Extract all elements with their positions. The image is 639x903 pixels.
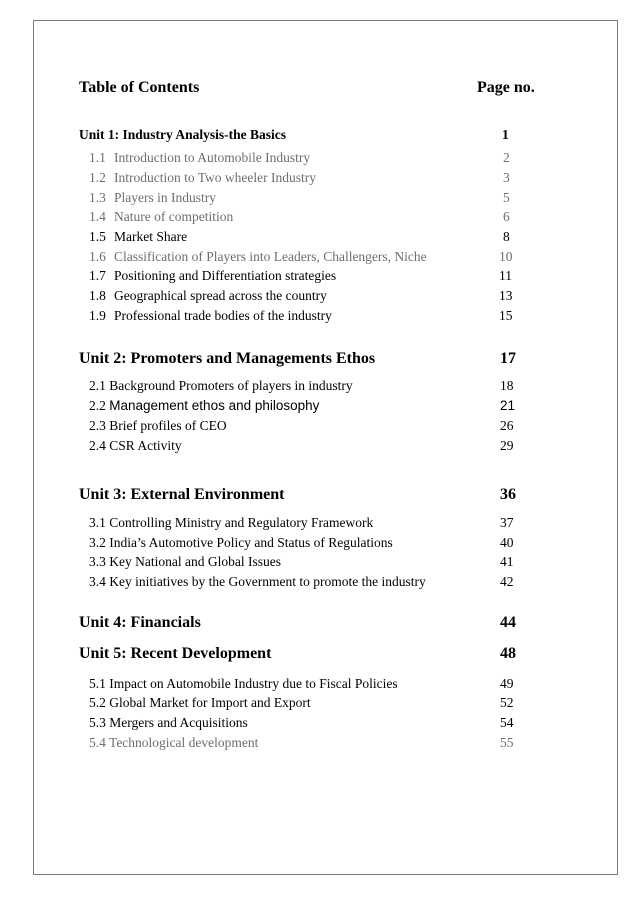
item-number: 2.1: [89, 378, 106, 393]
unit-title: Unit 4: Financials: [79, 614, 201, 631]
item-page: 37: [500, 515, 514, 530]
unit-title: Unit 5: Recent Development: [79, 645, 272, 662]
toc-title: Table of Contents: [79, 79, 200, 96]
item-title: Background Promoters of players in industry: [109, 378, 353, 393]
item-number: 1.7: [89, 268, 106, 283]
item-title: Management ethos and philosophy: [109, 398, 320, 413]
item-number: 5.4: [89, 735, 106, 750]
item-page: 15: [499, 308, 513, 323]
item-title: Key initiatives by the Government to promote the industry: [109, 574, 426, 589]
unit-page: 44: [500, 614, 516, 631]
item-page: 3: [503, 170, 510, 185]
item-page: 11: [499, 268, 512, 283]
item-title: CSR Activity: [109, 438, 182, 453]
item-page: 5: [503, 190, 510, 205]
item-page: 10: [499, 249, 513, 264]
item-number: 1.4: [89, 209, 106, 224]
item-page: 8: [503, 229, 510, 244]
item-title: Players in Industry: [114, 190, 216, 205]
item-title: Introduction to Automobile Industry: [114, 150, 311, 165]
item-number: 3.4: [89, 574, 106, 589]
item-number: 1.5: [89, 229, 106, 244]
item-number: 1.2: [89, 170, 106, 185]
item-page: 52: [500, 695, 514, 710]
item-page: 29: [500, 438, 514, 453]
item-number: 3.1: [89, 515, 106, 530]
item-number: 5.1: [89, 676, 106, 691]
item-page: 21: [500, 398, 516, 413]
item-title: Global Market for Import and Export: [109, 695, 311, 710]
unit-page: 1: [502, 127, 509, 142]
item-title: India’s Automotive Policy and Status of Regulations: [109, 535, 393, 550]
unit-page: 48: [500, 645, 516, 662]
item-title: Key National and Global Issues: [109, 554, 281, 569]
item-number: 5.3: [89, 715, 106, 730]
item-number: 5.2: [89, 695, 106, 710]
item-number: 2.2: [89, 398, 106, 413]
item-page: 54: [500, 715, 514, 730]
item-number: 1.6: [89, 249, 106, 264]
item-page: 13: [499, 288, 513, 303]
item-title: Introduction to Two wheeler Industry: [114, 170, 317, 185]
item-title: Positioning and Differentiation strategies: [114, 268, 337, 283]
item-title: Nature of competition: [114, 209, 234, 224]
item-title: Brief profiles of CEO: [109, 418, 227, 433]
item-number: 1.8: [89, 288, 106, 303]
unit-page: 17: [500, 350, 516, 367]
item-title: Professional trade bodies of the industry: [114, 308, 332, 323]
item-page: 18: [500, 378, 514, 393]
item-page: 40: [500, 535, 514, 550]
unit-page: 36: [500, 486, 516, 503]
item-page: 55: [500, 735, 514, 750]
item-number: 1.3: [89, 190, 106, 205]
unit-title: Unit 3: External Environment: [79, 486, 285, 503]
item-title: Controlling Ministry and Regulatory Framework: [109, 515, 374, 530]
item-title: Mergers and Acquisitions: [109, 715, 248, 730]
item-number: 1.9: [89, 308, 106, 323]
item-title: Geographical spread across the country: [114, 288, 327, 303]
item-number: 3.3: [89, 554, 106, 569]
item-number: 2.3: [89, 418, 106, 433]
unit-title: Unit 1: Industry Analysis-the Basics: [79, 127, 287, 142]
item-title: Impact on Automobile Industry due to Fiscal Policies: [109, 676, 398, 691]
page-number-label: Page no.: [477, 79, 535, 96]
item-title: Classification of Players into Leaders, Challengers, Niche: [114, 249, 427, 264]
document-page: [33, 20, 618, 875]
item-number: 3.2: [89, 535, 106, 550]
item-title: Technological development: [109, 735, 259, 750]
item-number: 2.4: [89, 438, 106, 453]
item-page: 26: [500, 418, 514, 433]
item-page: 42: [500, 574, 514, 589]
item-page: 41: [500, 554, 514, 569]
item-page: 2: [503, 150, 510, 165]
item-number: 1.1: [89, 150, 106, 165]
item-title: Market Share: [114, 229, 188, 244]
item-page: 49: [500, 676, 514, 691]
unit-title: Unit 2: Promoters and Managements Ethos: [79, 350, 376, 367]
item-page: 6: [503, 209, 510, 224]
